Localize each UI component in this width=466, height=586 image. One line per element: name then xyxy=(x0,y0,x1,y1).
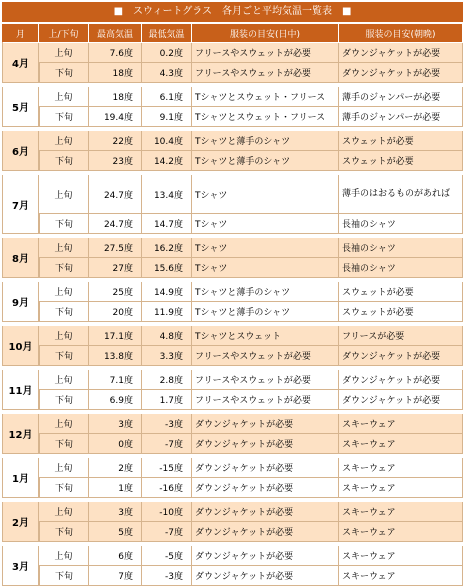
evening-clothing-cell: 長袖のシャツ xyxy=(339,214,463,234)
high-temp-cell: 7.6度 xyxy=(89,43,142,63)
high-temp-cell: 24.7度 xyxy=(89,214,142,234)
header-high-temp: 最高気温 xyxy=(89,24,142,43)
table-row xyxy=(2,502,463,522)
table-row xyxy=(2,214,463,234)
daytime-clothing-cell: フリースやスウェットが必要 xyxy=(192,346,339,366)
period-cell: 下旬 xyxy=(39,390,89,410)
evening-clothing-cell: スウェットが必要 xyxy=(339,151,463,171)
month-cell: 12月 xyxy=(2,414,39,454)
low-temp-cell: 11.9度 xyxy=(142,302,192,322)
evening-clothing-cell: ダウンジャケットが必要 xyxy=(339,370,463,390)
daytime-clothing-cell: フリースやスウェットが必要 xyxy=(192,390,339,410)
evening-clothing-cell: スキーウェア xyxy=(339,458,463,478)
table-row xyxy=(2,390,463,410)
month-cell: 10月 xyxy=(2,326,39,366)
period-cell: 下旬 xyxy=(39,107,89,127)
month-cell: 5月 xyxy=(2,87,39,127)
daytime-clothing-cell: Tシャツ xyxy=(192,175,339,214)
header-daytime-clothing: 服装の目安(日中) xyxy=(192,24,339,43)
high-temp-cell: 25度 xyxy=(89,282,142,302)
low-temp-cell: 6.1度 xyxy=(142,87,192,107)
daytime-clothing-cell: フリースやスウェットが必要 xyxy=(192,43,339,63)
period-cell: 下旬 xyxy=(39,566,89,586)
period-cell: 下旬 xyxy=(39,63,89,83)
daytime-clothing-cell: ダウンジャケットが必要 xyxy=(192,434,339,454)
period-cell: 上旬 xyxy=(39,546,89,566)
table-row xyxy=(2,175,463,214)
period-cell: 上旬 xyxy=(39,282,89,302)
low-temp-cell: -7度 xyxy=(142,434,192,454)
evening-clothing-cell: スキーウェア xyxy=(339,502,463,522)
evening-clothing-cell: ダウンジャケットが必要 xyxy=(339,346,463,366)
month-cell: 4月 xyxy=(2,43,39,83)
daytime-clothing-cell: Tシャツ xyxy=(192,238,339,258)
high-temp-cell: 24.7度 xyxy=(89,175,142,214)
evening-clothing-cell: スウェットが必要 xyxy=(339,131,463,151)
month-cell: 8月 xyxy=(2,238,39,278)
table-row xyxy=(2,370,463,390)
daytime-clothing-cell: Tシャツとスウェット・フリース xyxy=(192,87,339,107)
table-row xyxy=(2,566,463,586)
evening-clothing-cell: スキーウェア xyxy=(339,546,463,566)
table-row xyxy=(2,546,463,566)
period-cell: 上旬 xyxy=(39,87,89,107)
header-month: 月 xyxy=(2,24,39,43)
table-row xyxy=(2,522,463,542)
table-row xyxy=(2,458,463,478)
high-temp-cell: 3度 xyxy=(89,502,142,522)
period-cell: 上旬 xyxy=(39,43,89,63)
high-temp-cell: 19.4度 xyxy=(89,107,142,127)
low-temp-cell: 4.8度 xyxy=(142,326,192,346)
high-temp-cell: 17.1度 xyxy=(89,326,142,346)
low-temp-cell: 2.8度 xyxy=(142,370,192,390)
table-row xyxy=(2,107,463,127)
evening-clothing-cell: ダウンジャケットが必要 xyxy=(339,43,463,63)
low-temp-cell: -16度 xyxy=(142,478,192,498)
daytime-clothing-cell: ダウンジャケットが必要 xyxy=(192,478,339,498)
low-temp-cell: -3度 xyxy=(142,414,192,434)
table-row xyxy=(2,434,463,454)
high-temp-cell: 13.8度 xyxy=(89,346,142,366)
high-temp-cell: 27.5度 xyxy=(89,238,142,258)
low-temp-cell: -10度 xyxy=(142,502,192,522)
daytime-clothing-cell: Tシャツと薄手のシャツ xyxy=(192,282,339,302)
period-cell: 上旬 xyxy=(39,175,89,214)
period-cell: 下旬 xyxy=(39,478,89,498)
table-row xyxy=(2,346,463,366)
daytime-clothing-cell: ダウンジャケットが必要 xyxy=(192,522,339,542)
period-cell: 上旬 xyxy=(39,131,89,151)
high-temp-cell: 2度 xyxy=(89,458,142,478)
table-row xyxy=(2,258,463,278)
table-row xyxy=(2,414,463,434)
low-temp-cell: 0.2度 xyxy=(142,43,192,63)
table-row xyxy=(2,63,463,83)
daytime-clothing-cell: ダウンジャケットが必要 xyxy=(192,458,339,478)
period-cell: 上旬 xyxy=(39,458,89,478)
daytime-clothing-cell: Tシャツと薄手のシャツ xyxy=(192,151,339,171)
table-row xyxy=(2,238,463,258)
evening-clothing-cell: スキーウェア xyxy=(339,414,463,434)
month-cell: 2月 xyxy=(2,502,39,542)
period-cell: 上旬 xyxy=(39,370,89,390)
daytime-clothing-cell: フリースやスウェットが必要 xyxy=(192,370,339,390)
high-temp-cell: 23度 xyxy=(89,151,142,171)
daytime-clothing-cell: Tシャツ xyxy=(192,214,339,234)
low-temp-cell: 15.6度 xyxy=(142,258,192,278)
daytime-clothing-cell: Tシャツと薄手のシャツ xyxy=(192,131,339,151)
high-temp-cell: 1度 xyxy=(89,478,142,498)
low-temp-cell: 16.2度 xyxy=(142,238,192,258)
evening-clothing-cell: スキーウェア xyxy=(339,522,463,542)
period-cell: 下旬 xyxy=(39,434,89,454)
high-temp-cell: 7.1度 xyxy=(89,370,142,390)
table-container xyxy=(2,2,463,586)
evening-clothing-cell: スウェットが必要 xyxy=(339,282,463,302)
high-temp-cell: 0度 xyxy=(89,434,142,454)
table-body xyxy=(2,43,463,586)
high-temp-cell: 6.9度 xyxy=(89,390,142,410)
period-cell: 下旬 xyxy=(39,214,89,234)
table-row xyxy=(2,478,463,498)
header-row xyxy=(2,24,463,43)
month-cell: 7月 xyxy=(2,175,39,234)
low-temp-cell: 14.2度 xyxy=(142,151,192,171)
high-temp-cell: 6度 xyxy=(89,546,142,566)
daytime-clothing-cell: Tシャツとスウェット xyxy=(192,326,339,346)
evening-clothing-cell: ダウンジャケットが必要 xyxy=(339,63,463,83)
table-row xyxy=(2,282,463,302)
low-temp-cell: 14.9度 xyxy=(142,282,192,302)
high-temp-cell: 20度 xyxy=(89,302,142,322)
low-temp-cell: 4.3度 xyxy=(142,63,192,83)
table-row xyxy=(2,302,463,322)
month-cell: 1月 xyxy=(2,458,39,498)
evening-clothing-cell: スウェットが必要 xyxy=(339,302,463,322)
month-cell: 3月 xyxy=(2,546,39,586)
evening-clothing-cell: スキーウェア xyxy=(339,434,463,454)
period-cell: 上旬 xyxy=(39,326,89,346)
low-temp-cell: 10.4度 xyxy=(142,131,192,151)
table-row xyxy=(2,43,463,63)
daytime-clothing-cell: ダウンジャケットが必要 xyxy=(192,546,339,566)
low-temp-cell: -7度 xyxy=(142,522,192,542)
header-period: 上/下旬 xyxy=(39,24,89,43)
evening-clothing-cell: 長袖のシャツ xyxy=(339,238,463,258)
high-temp-cell: 5度 xyxy=(89,522,142,542)
daytime-clothing-cell: Tシャツ xyxy=(192,258,339,278)
month-cell: 11月 xyxy=(2,370,39,410)
period-cell: 下旬 xyxy=(39,346,89,366)
evening-clothing-cell: 薄手のジャンパーが必要 xyxy=(339,87,463,107)
period-cell: 下旬 xyxy=(39,302,89,322)
table-title: ■ スウィートグラス 各月ごと平均気温一覧表 ■ xyxy=(2,2,463,22)
low-temp-cell: 1.7度 xyxy=(142,390,192,410)
evening-clothing-cell: 薄手のはおるものがあれば xyxy=(339,175,463,214)
high-temp-cell: 18度 xyxy=(89,63,142,83)
evening-clothing-cell: 薄手のジャンパーが必要 xyxy=(339,107,463,127)
high-temp-cell: 3度 xyxy=(89,414,142,434)
period-cell: 下旬 xyxy=(39,522,89,542)
table-row xyxy=(2,131,463,151)
temperature-table xyxy=(2,24,463,586)
high-temp-cell: 27度 xyxy=(89,258,142,278)
period-cell: 下旬 xyxy=(39,151,89,171)
evening-clothing-cell: スキーウェア xyxy=(339,566,463,586)
low-temp-cell: 14.7度 xyxy=(142,214,192,234)
daytime-clothing-cell: フリースやスウェットが必要 xyxy=(192,63,339,83)
period-cell: 上旬 xyxy=(39,414,89,434)
month-cell: 9月 xyxy=(2,282,39,322)
table-row xyxy=(2,151,463,171)
daytime-clothing-cell: Tシャツとスウェット・フリース xyxy=(192,107,339,127)
daytime-clothing-cell: Tシャツと薄手のシャツ xyxy=(192,302,339,322)
daytime-clothing-cell: ダウンジャケットが必要 xyxy=(192,502,339,522)
low-temp-cell: -15度 xyxy=(142,458,192,478)
evening-clothing-cell: 長袖のシャツ xyxy=(339,258,463,278)
evening-clothing-cell: スキーウェア xyxy=(339,478,463,498)
high-temp-cell: 7度 xyxy=(89,566,142,586)
table-row xyxy=(2,87,463,107)
period-cell: 上旬 xyxy=(39,502,89,522)
low-temp-cell: 13.4度 xyxy=(142,175,192,214)
daytime-clothing-cell: ダウンジャケットが必要 xyxy=(192,566,339,586)
header-evening-clothing: 服装の目安(朝晩) xyxy=(339,24,463,43)
header-low-temp: 最低気温 xyxy=(142,24,192,43)
period-cell: 下旬 xyxy=(39,258,89,278)
low-temp-cell: 3.3度 xyxy=(142,346,192,366)
high-temp-cell: 22度 xyxy=(89,131,142,151)
period-cell: 上旬 xyxy=(39,238,89,258)
table-row xyxy=(2,326,463,346)
evening-clothing-cell: ダウンジャケットが必要 xyxy=(339,390,463,410)
evening-clothing-cell: フリースが必要 xyxy=(339,326,463,346)
high-temp-cell: 18度 xyxy=(89,87,142,107)
low-temp-cell: -3度 xyxy=(142,566,192,586)
low-temp-cell: 9.1度 xyxy=(142,107,192,127)
daytime-clothing-cell: ダウンジャケットが必要 xyxy=(192,414,339,434)
low-temp-cell: -5度 xyxy=(142,546,192,566)
month-cell: 6月 xyxy=(2,131,39,171)
